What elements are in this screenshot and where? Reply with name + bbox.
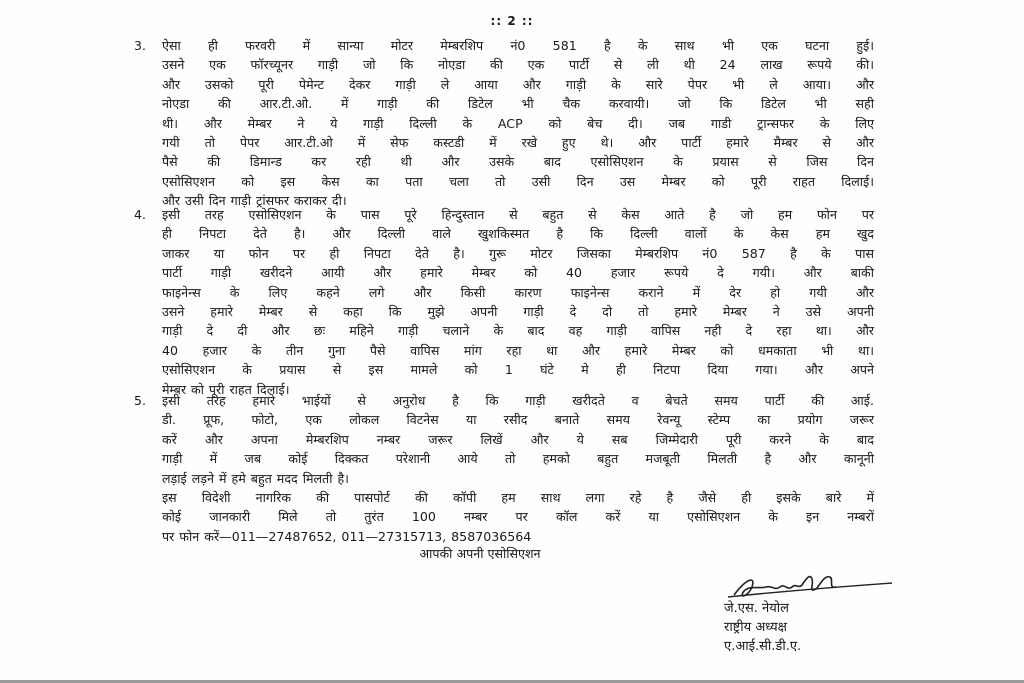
text-line: मेम्बर को पूरी राहत दिलाई।: [162, 381, 290, 397]
closing-paragraph: [162, 488, 874, 546]
text-line: एसोसिएशन को इस केस का पता चला तो उसी दिन उस मेम्बर को पूरी राहत दिलाई।: [162, 173, 874, 189]
text-line: ही निपटा देते है। और दिल्ली वाले खुशकिस्मत है कि दिल्ली वालों के केस हम खुद: [162, 226, 874, 242]
text-line: पैसे की डिमान्ड कर रही थी और उसके बाद एसोसिएशन के प्रयास से जिस दिन: [162, 154, 874, 170]
text-line: कोई जानकारी मिले तो तुरंत 100 नम्बर पर कॉल करें या एसोसिएशन के इन नम्बरों: [162, 509, 874, 525]
sign-off-text: आपकी अपनी एसोसिएशन: [419, 546, 541, 561]
text-line: गाड़ी दे दी और छः महिने गाड़ी चलाने के बाद वह गाड़ी वापिस नही दे रहा था। और: [162, 323, 874, 339]
text-line: जाकर या फोन पर ही निपटा देते है। गुरू मोटर जिसका मेम्बरशिप नं0 587 है के पास: [162, 245, 874, 261]
text-line: एसोसिएशन के प्रयास से इस मामले को 1 घंटे मे ही निटपा दिया गया। और अपने: [162, 362, 874, 378]
text-line: डी. प्रूफ, फोटो, एक लोकल विटनेस या रसीद बनाते समय रेवन्यू स्टेम्प का प्रयोग जरूर: [162, 412, 874, 428]
text-line: और उसको पूरी पेमेन्ट देकर गाड़ी ले आया और गाड़ी के सारे पेपर भी ले आया। और: [162, 76, 874, 92]
text-line: उसने एक फॉरच्यूनर गाड़ी जो कि नोएडा की एक पार्टी से ली थी 24 लाख रूपये की।: [162, 57, 874, 73]
paragraph-text: [162, 391, 874, 488]
text-line: ऐसा ही फरवरी में सान्या मोटर मेम्बरशिप नं0 581 है के साथ भी एक घटना हुई।: [162, 38, 874, 53]
text-line: फाइनेन्स के लिए कहने लगे और किसी कारण फाइनेन्स कराने में देर हो गयी और: [162, 284, 874, 300]
paragraph-number: 4.: [134, 207, 146, 222]
text-line: उसने हमारे मेम्बर से कहा कि मुझे अपनी गाड़ी दे दो तो हमारे मेम्बर ने उसे अपनी: [162, 303, 874, 319]
text-line: पार्टी गाड़ी खरीदने आयी और हमारे मेम्बर को 40 हजार रूपये दे गयी। और बाकी: [162, 265, 874, 281]
text-line: 40 हजार के तीन गुना पैसे वापिस मांग रहा था और हमारे मेम्बर को धमकाता भी था।: [162, 342, 874, 358]
text-line: करें और अपना मेम्बरशिप नम्बर जरूर लिखें और ये सब जिम्मेदारी पूरी करने के बाद: [162, 431, 874, 447]
text-line: और उसी दिन गाड़ी ट्रांसफर कराकर दी।: [162, 193, 347, 209]
text-line: लड़ाई लड़ने में हमे बहुत मदद मिलती है।: [162, 470, 349, 486]
signatory-name: जे.एस. नेयोल: [724, 601, 789, 616]
text-line: गाड़ी में जब कोई दिक्कत परेशानी आये तो हमको बहुत मजबूती मिलती है और कानूनी: [162, 451, 874, 467]
text-line: इस विदेशी नागरिक की पासपोर्ट की कॉपी हम साथ लगा रहे है जैसे ही इसके बारे में: [162, 490, 874, 505]
text-line: इसी तरह एसोसिएशन के पास पूरे हिन्दुस्तान से बहुत से केस आते है जो हम फोन पर: [162, 207, 874, 222]
text-line: नोएडा की आर.टी.ओ. में गाड़ी की डिटेल भी चैक करवायी। जो कि डिटेल भी सही: [162, 96, 874, 112]
text-line: इसी तरह हमारे भाईयों से अनुरोध है कि गाड़ी खरीदते व बेचते समय पार्टी की आई.: [162, 393, 874, 408]
signatory-organization: ए.आई.सी.डी.ए.: [724, 639, 802, 654]
text-line: गयी तो पेपर आर.टी.ओ में सेफ कस्टडी में रखे हुए थे। और पार्टी हमारे मैम्बर से और: [162, 134, 874, 150]
paragraph-number: 3.: [134, 38, 146, 53]
signatory-details: [724, 599, 801, 656]
signatory-title: राष्ट्रीय अध्यक्ष: [724, 620, 787, 635]
paragraph-text: [162, 205, 874, 399]
sign-off: [0, 545, 1024, 562]
text-line: थी। और मेम्बर ने ये गाड़ी दिल्ली के ACP को बेच दी। जब गाडी ट्रान्सफर के लिए: [162, 115, 874, 131]
handwritten-signature-icon: [726, 569, 896, 603]
page-number: :: 2 ::: [490, 14, 534, 28]
paragraph-text: [162, 36, 874, 211]
text-line: पर फोन करें—011—27487652, 011—27315713, 8587036564: [162, 528, 532, 544]
paragraph-number: 5.: [134, 393, 146, 408]
